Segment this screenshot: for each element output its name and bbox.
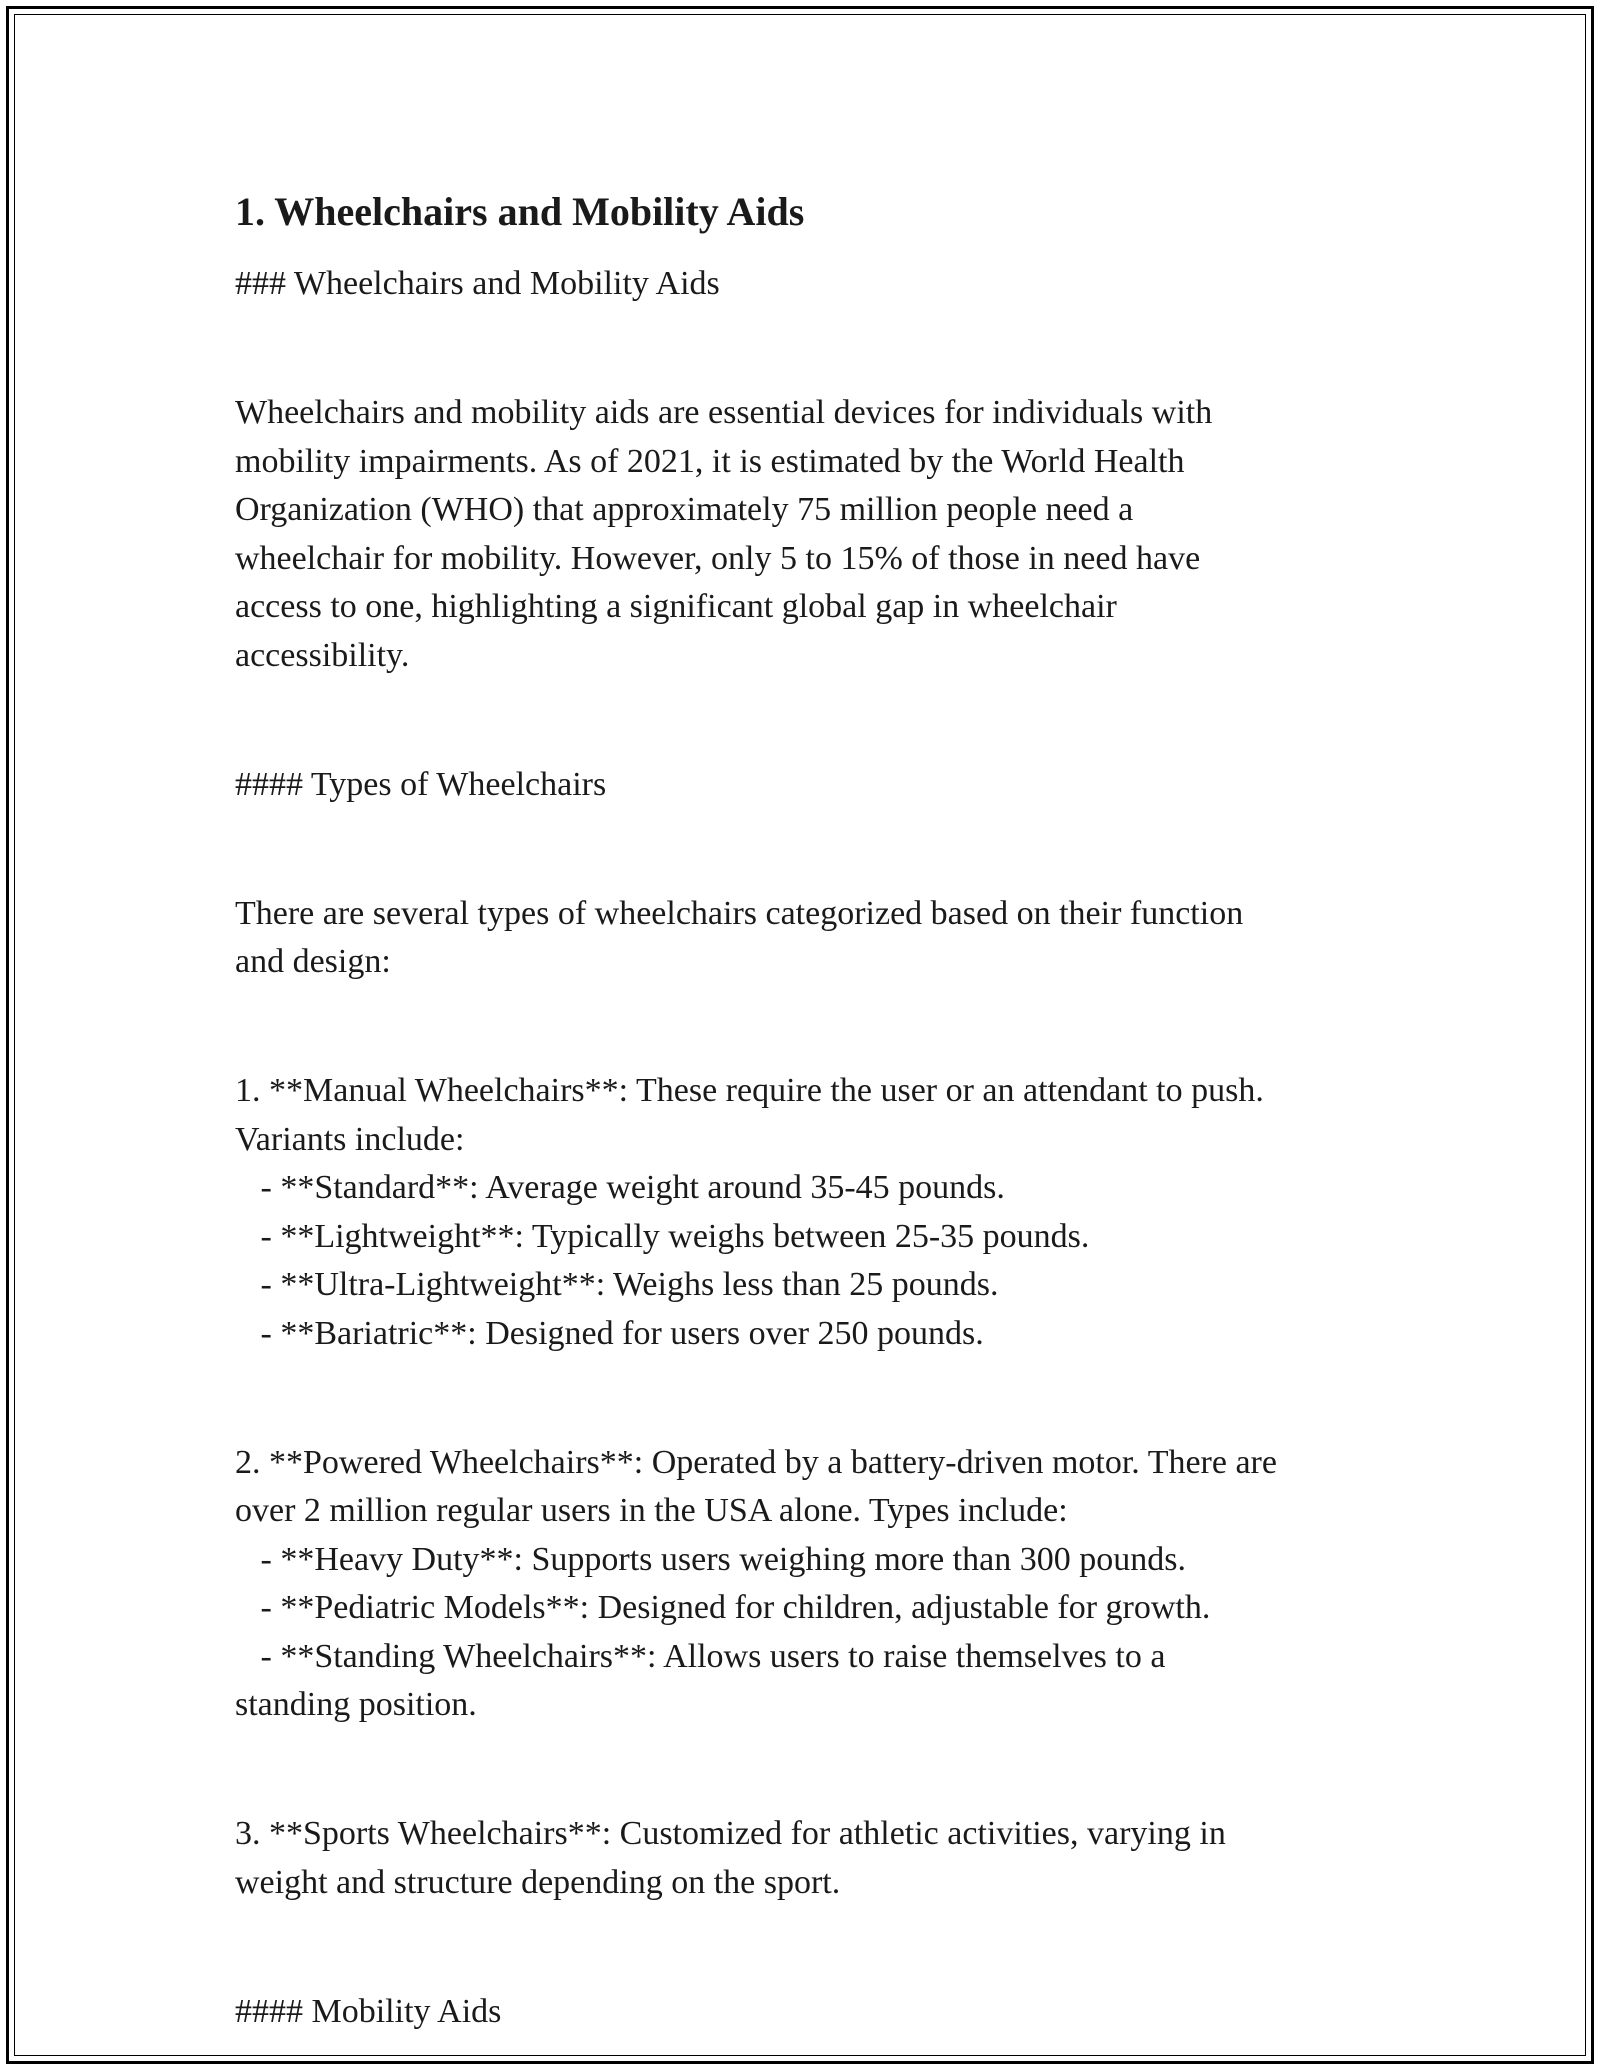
text-line: - **Ultra-Lightweight**: Weighs less than 25 pounds. (235, 1266, 999, 1303)
text-line: over 2 million regular users in the USA alone. Types include: (235, 1492, 1068, 1529)
text-line: #### Types of Wheelchairs (235, 765, 607, 803)
text-line: Organization (WHO) that approximately 75 million people need a (235, 491, 1134, 528)
text-line: 3. **Sports Wheelchairs**: Customized for athletic activities, varying in (235, 1815, 1226, 1852)
text-line: 2. **Powered Wheelchairs**: Operated by a battery-driven motor. There are (235, 1443, 1277, 1481)
text-line: Variants include: (235, 1120, 465, 1158)
text-line: weight and structure depending on the sport. (235, 1863, 841, 1901)
blank-line (235, 1003, 1385, 1052)
text-line: wheelchair for mobility. However, only 5 to 15% of those in need have (235, 539, 1201, 577)
text-line: There are several types of wheelchairs categorized based on their function (235, 894, 1244, 932)
blank-line (235, 325, 1385, 374)
blank-line (235, 1923, 1385, 1972)
text-line: standing position. (235, 1686, 477, 1723)
text-line: - **Standard**: Average weight around 35-45 pounds. (235, 1169, 1005, 1206)
document-page (235, 186, 1385, 2036)
text-line: mobility impairments. As of 2021, it is estimated by the World Health (235, 442, 1185, 480)
blank-line (235, 1746, 1385, 1795)
text-line: accessibility. (235, 636, 410, 674)
text-line: #### Mobility Aids (235, 1992, 502, 2030)
section-title: 1. Wheelchairs and Mobility Aids (235, 189, 805, 234)
text-line: - **Bariatric**: Designed for users over 250 pounds. (235, 1314, 984, 1352)
document-body (235, 260, 1385, 2036)
text-line: access to one, highlighting a significant global gap in wheelchair (235, 588, 1117, 625)
text-line: and design: (235, 943, 391, 980)
blank-line (235, 1374, 1385, 1423)
blank-line (235, 825, 1385, 874)
text-line: 1. **Manual Wheelchairs**: These require the user or an attendant to push. (235, 1072, 1264, 1109)
text-line: - **Heavy Duty**: Supports users weighing more than 300 pounds. (235, 1540, 1186, 1578)
blank-line (235, 696, 1385, 745)
text-line: Wheelchairs and mobility aids are essential devices for individuals with (235, 394, 1213, 431)
text-line: - **Standing Wheelchairs**: Allows users to raise themselves to a (235, 1637, 1166, 1675)
text-line: - **Pediatric Models**: Designed for children, adjustable for growth. (235, 1589, 1211, 1626)
text-line: ### Wheelchairs and Mobility Aids (235, 265, 720, 302)
text-line: - **Lightweight**: Typically weighs between 25-35 pounds. (235, 1217, 1090, 1255)
